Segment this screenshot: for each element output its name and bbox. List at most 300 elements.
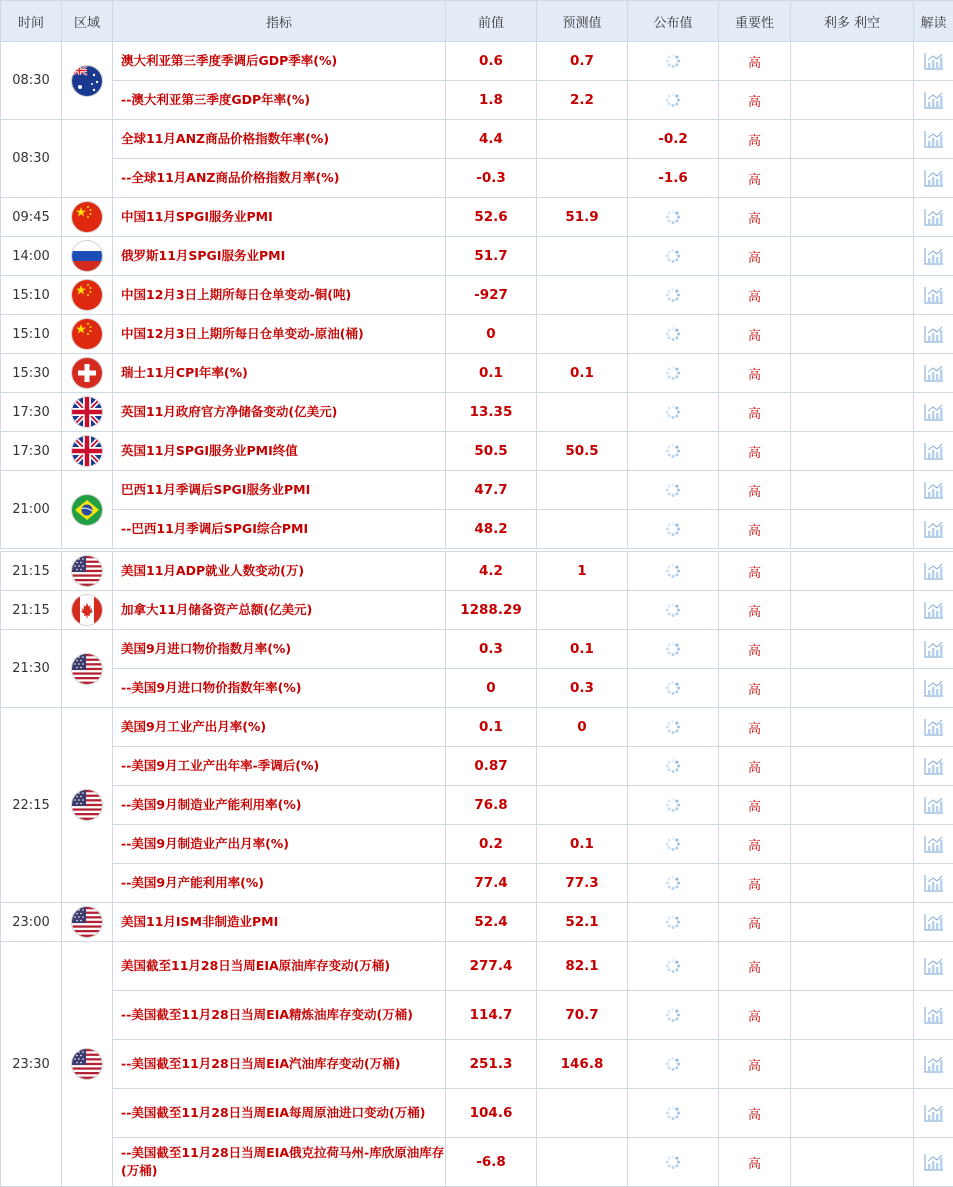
- analysis-cell[interactable]: [914, 991, 953, 1040]
- forecast-value: 50.5: [537, 432, 628, 471]
- loading-spinner-icon: [665, 1105, 681, 1121]
- forecast-value: 70.7: [537, 991, 628, 1040]
- analysis-cell[interactable]: [914, 276, 953, 315]
- loading-spinner-icon: [665, 914, 681, 930]
- actual-value: [628, 354, 719, 393]
- event-row[interactable]: [1, 120, 953, 159]
- actual-value: [628, 786, 719, 825]
- loading-spinner-icon: [665, 482, 681, 498]
- analysis-cell[interactable]: [914, 81, 953, 120]
- header-indicator: 指标: [113, 1, 446, 42]
- loading-spinner-icon: [665, 563, 681, 579]
- event-row[interactable]: [1, 747, 953, 786]
- importance-level: 高: [719, 510, 791, 549]
- indicator-name[interactable]: 美国11月ADP就业人数变动(万): [113, 552, 446, 591]
- loading-spinner-icon: [665, 836, 681, 852]
- importance-level: 高: [719, 903, 791, 942]
- loading-spinner-icon: [665, 209, 681, 225]
- analysis-cell[interactable]: [914, 1089, 953, 1138]
- forecast-value: 2.2: [537, 81, 628, 120]
- analysis-cell[interactable]: [914, 159, 953, 198]
- bar-chart-icon[interactable]: [924, 757, 944, 775]
- bar-chart-icon[interactable]: [924, 718, 944, 736]
- indicator-name[interactable]: --澳大利亚第三季度GDP年率(%): [113, 81, 446, 120]
- event-row[interactable]: [1, 669, 953, 708]
- event-row[interactable]: [1, 393, 953, 432]
- analysis-cell[interactable]: [914, 708, 953, 747]
- importance-level: 高: [719, 630, 791, 669]
- analysis-cell[interactable]: [914, 786, 953, 825]
- importance-level: 高: [719, 42, 791, 81]
- importance-level: 高: [719, 120, 791, 159]
- previous-value: 51.7: [446, 237, 537, 276]
- actual-value: [628, 942, 719, 991]
- forecast-value: 51.9: [537, 198, 628, 237]
- analysis-cell[interactable]: [914, 825, 953, 864]
- indicator-name[interactable]: --巴西11月季调后SPGI综合PMI: [113, 510, 446, 549]
- forecast-value: 82.1: [537, 942, 628, 991]
- analysis-cell[interactable]: [914, 42, 953, 81]
- header-actual: 公布值: [628, 1, 719, 42]
- bullbear-cell: [791, 552, 914, 591]
- indicator-name[interactable]: 英国11月SPGI服务业PMI终值: [113, 432, 446, 471]
- previous-value: 1.8: [446, 81, 537, 120]
- loading-spinner-icon: [665, 797, 681, 813]
- china-flag-icon: [72, 202, 102, 232]
- previous-value: 77.4: [446, 864, 537, 903]
- china-flag-icon: [72, 319, 102, 349]
- bar-chart-icon[interactable]: [924, 640, 944, 658]
- previous-value: 50.5: [446, 432, 537, 471]
- loading-spinner-icon: [665, 248, 681, 264]
- analysis-cell[interactable]: [914, 630, 953, 669]
- usa-flag-icon: [72, 1049, 102, 1079]
- actual-value: [628, 903, 719, 942]
- china-flag-icon: [72, 280, 102, 310]
- actual-value: [628, 669, 719, 708]
- event-row[interactable]: [1, 276, 953, 315]
- event-time: 23:00: [1, 903, 62, 942]
- event-row[interactable]: [1, 1040, 953, 1089]
- previous-value: 0: [446, 669, 537, 708]
- previous-value: 114.7: [446, 991, 537, 1040]
- bullbear-cell: [791, 864, 914, 903]
- previous-value: 4.4: [446, 120, 537, 159]
- region-cell: [62, 942, 113, 1187]
- indicator-name[interactable]: 美国11月ISM非制造业PMI: [113, 903, 446, 942]
- importance-level: 高: [719, 708, 791, 747]
- bar-chart-icon[interactable]: [924, 520, 944, 538]
- importance-level: 高: [719, 591, 791, 630]
- indicator-name[interactable]: --美国截至11月28日当周EIA俄克拉荷马州-库欣原油库存(万桶): [113, 1138, 446, 1187]
- actual-value: [628, 991, 719, 1040]
- indicator-name[interactable]: 美国9月进口物价指数月率(%): [113, 630, 446, 669]
- importance-level: 高: [719, 1040, 791, 1089]
- loading-spinner-icon: [665, 404, 681, 420]
- forecast-value: [537, 120, 628, 159]
- actual-value: -0.2: [628, 120, 719, 159]
- indicator-name[interactable]: 澳大利亚第三季度季调后GDP季率(%): [113, 42, 446, 81]
- bullbear-cell: [791, 825, 914, 864]
- forecast-value: [537, 786, 628, 825]
- australia-flag-icon: [72, 66, 102, 96]
- indicator-name[interactable]: --美国9月制造业产能利用率(%): [113, 786, 446, 825]
- analysis-cell[interactable]: [914, 315, 953, 354]
- event-row[interactable]: [1, 510, 953, 549]
- forecast-value: 0.1: [537, 354, 628, 393]
- importance-level: 高: [719, 747, 791, 786]
- bullbear-cell: [791, 1138, 914, 1187]
- loading-spinner-icon: [665, 53, 681, 69]
- bar-chart-icon[interactable]: [924, 1006, 944, 1024]
- event-row[interactable]: [1, 42, 953, 81]
- importance-level: 高: [719, 159, 791, 198]
- importance-level: 高: [719, 991, 791, 1040]
- canada-flag-icon: [72, 595, 102, 625]
- event-time: 22:15: [1, 708, 62, 903]
- analysis-cell[interactable]: [914, 1040, 953, 1089]
- forecast-value: 146.8: [537, 1040, 628, 1089]
- analysis-cell[interactable]: [914, 864, 953, 903]
- bullbear-cell: [791, 786, 914, 825]
- indicator-name[interactable]: --全球11月ANZ商品价格指数月率(%): [113, 159, 446, 198]
- actual-value: [628, 1089, 719, 1138]
- importance-level: 高: [719, 432, 791, 471]
- analysis-cell[interactable]: [914, 471, 953, 510]
- indicator-name[interactable]: --美国9月制造业产出月率(%): [113, 825, 446, 864]
- analysis-cell[interactable]: [914, 393, 953, 432]
- bullbear-cell: [791, 42, 914, 81]
- header-region: 区域: [62, 1, 113, 42]
- event-row[interactable]: [1, 198, 953, 237]
- previous-value: 0.3: [446, 630, 537, 669]
- loading-spinner-icon: [665, 758, 681, 774]
- region-cell: [62, 42, 113, 120]
- previous-value: 0.6: [446, 42, 537, 81]
- loading-spinner-icon: [665, 92, 681, 108]
- bullbear-cell: [791, 903, 914, 942]
- forecast-value: 77.3: [537, 864, 628, 903]
- header-previous: 前值: [446, 1, 537, 42]
- event-row[interactable]: [1, 786, 953, 825]
- forecast-value: [537, 237, 628, 276]
- previous-value: 0: [446, 315, 537, 354]
- calendar-body: [1, 42, 953, 1187]
- indicator-name[interactable]: 中国11月SPGI服务业PMI: [113, 198, 446, 237]
- indicator-name[interactable]: 美国9月工业产出月率(%): [113, 708, 446, 747]
- bar-chart-icon[interactable]: [924, 325, 944, 343]
- header-row: [1, 1, 953, 42]
- bar-chart-icon[interactable]: [924, 91, 944, 109]
- usa-flag-icon: [72, 556, 102, 586]
- previous-value: 48.2: [446, 510, 537, 549]
- analysis-cell[interactable]: [914, 1138, 953, 1187]
- importance-level: 高: [719, 237, 791, 276]
- actual-value: [628, 432, 719, 471]
- indicator-name[interactable]: --美国9月工业产出年率-季调后(%): [113, 747, 446, 786]
- event-row[interactable]: [1, 315, 953, 354]
- bar-chart-icon[interactable]: [924, 874, 944, 892]
- indicator-name[interactable]: --美国9月产能利用率(%): [113, 864, 446, 903]
- indicator-name[interactable]: 中国12月3日上期所每日仓单变动-原油(桶): [113, 315, 446, 354]
- importance-level: 高: [719, 276, 791, 315]
- actual-value: [628, 198, 719, 237]
- actual-value: [628, 276, 719, 315]
- loading-spinner-icon: [665, 287, 681, 303]
- forecast-value: [537, 1089, 628, 1138]
- indicator-name[interactable]: 瑞士11月CPI年率(%): [113, 354, 446, 393]
- indicator-name[interactable]: 美国截至11月28日当周EIA原油库存变动(万桶): [113, 942, 446, 991]
- event-row[interactable]: [1, 432, 953, 471]
- importance-level: 高: [719, 669, 791, 708]
- event-time: 17:30: [1, 393, 62, 432]
- bar-chart-icon[interactable]: [924, 835, 944, 853]
- header-bullbear: 利多 利空: [791, 1, 914, 42]
- bullbear-cell: [791, 991, 914, 1040]
- bar-chart-icon[interactable]: [924, 286, 944, 304]
- indicator-name[interactable]: 中国12月3日上期所每日仓单变动-铜(吨): [113, 276, 446, 315]
- event-time: 08:30: [1, 42, 62, 120]
- event-row[interactable]: [1, 591, 953, 630]
- analysis-cell[interactable]: [914, 237, 953, 276]
- loading-spinner-icon: [665, 680, 681, 696]
- loading-spinner-icon: [665, 443, 681, 459]
- analysis-cell[interactable]: [914, 747, 953, 786]
- forecast-value: [537, 510, 628, 549]
- event-row[interactable]: [1, 1089, 953, 1138]
- bar-chart-icon[interactable]: [924, 1055, 944, 1073]
- region-cell: [62, 432, 113, 471]
- importance-level: 高: [719, 1089, 791, 1138]
- actual-value: [628, 81, 719, 120]
- actual-value: [628, 825, 719, 864]
- indicator-name[interactable]: 加拿大11月储备资产总额(亿美元): [113, 591, 446, 630]
- bullbear-cell: [791, 630, 914, 669]
- forecast-value: [537, 591, 628, 630]
- bullbear-cell: [791, 237, 914, 276]
- usa-flag-icon: [72, 654, 102, 684]
- bullbear-cell: [791, 591, 914, 630]
- event-row[interactable]: [1, 825, 953, 864]
- region-cell: [62, 198, 113, 237]
- bar-chart-icon[interactable]: [924, 601, 944, 619]
- event-time: 21:30: [1, 630, 62, 708]
- bar-chart-icon[interactable]: [924, 247, 944, 265]
- header-analysis: 解读: [914, 1, 953, 42]
- analysis-cell[interactable]: [914, 120, 953, 159]
- event-row[interactable]: [1, 354, 953, 393]
- importance-level: 高: [719, 864, 791, 903]
- bar-chart-icon[interactable]: [924, 442, 944, 460]
- uk-flag-icon: [72, 397, 102, 427]
- forecast-value: 0.3: [537, 669, 628, 708]
- region-cell: [62, 276, 113, 315]
- analysis-cell[interactable]: [914, 354, 953, 393]
- bar-chart-icon[interactable]: [924, 169, 944, 187]
- event-time: 17:30: [1, 432, 62, 471]
- event-row[interactable]: [1, 903, 953, 942]
- importance-level: 高: [719, 393, 791, 432]
- actual-value: -1.6: [628, 159, 719, 198]
- loading-spinner-icon: [665, 641, 681, 657]
- bar-chart-icon[interactable]: [924, 481, 944, 499]
- indicator-name[interactable]: 巴西11月季调后SPGI服务业PMI: [113, 471, 446, 510]
- previous-value: 0.1: [446, 354, 537, 393]
- importance-level: 高: [719, 198, 791, 237]
- loading-spinner-icon: [665, 958, 681, 974]
- previous-value: 1288.29: [446, 591, 537, 630]
- actual-value: [628, 237, 719, 276]
- indicator-name[interactable]: 英国11月政府官方净储备变动(亿美元): [113, 393, 446, 432]
- event-row[interactable]: [1, 81, 953, 120]
- event-row[interactable]: [1, 237, 953, 276]
- indicator-name[interactable]: --美国9月进口物价指数年率(%): [113, 669, 446, 708]
- bullbear-cell: [791, 81, 914, 120]
- importance-level: 高: [719, 942, 791, 991]
- event-row[interactable]: [1, 708, 953, 747]
- forecast-value: 0.1: [537, 630, 628, 669]
- bullbear-cell: [791, 432, 914, 471]
- bar-chart-icon[interactable]: [924, 208, 944, 226]
- bar-chart-icon[interactable]: [924, 403, 944, 421]
- analysis-cell[interactable]: [914, 552, 953, 591]
- analysis-cell[interactable]: [914, 432, 953, 471]
- actual-value: [628, 747, 719, 786]
- analysis-cell[interactable]: [914, 942, 953, 991]
- event-time: 15:10: [1, 276, 62, 315]
- event-row[interactable]: [1, 1138, 953, 1187]
- forecast-value: [537, 393, 628, 432]
- previous-value: 76.8: [446, 786, 537, 825]
- indicator-name[interactable]: 俄罗斯11月SPGI服务业PMI: [113, 237, 446, 276]
- analysis-cell[interactable]: [914, 591, 953, 630]
- previous-value: 4.2: [446, 552, 537, 591]
- event-row[interactable]: [1, 630, 953, 669]
- bar-chart-icon[interactable]: [924, 562, 944, 580]
- bar-chart-icon[interactable]: [924, 796, 944, 814]
- bullbear-cell: [791, 471, 914, 510]
- bullbear-cell: [791, 708, 914, 747]
- analysis-cell[interactable]: [914, 903, 953, 942]
- region-cell: [62, 354, 113, 393]
- forecast-value: [537, 747, 628, 786]
- bar-chart-icon[interactable]: [924, 679, 944, 697]
- bar-chart-icon[interactable]: [924, 130, 944, 148]
- bar-chart-icon[interactable]: [924, 364, 944, 382]
- forecast-value: [537, 471, 628, 510]
- event-row[interactable]: [1, 991, 953, 1040]
- forecast-value: 1: [537, 552, 628, 591]
- bullbear-cell: [791, 276, 914, 315]
- bar-chart-icon[interactable]: [924, 1104, 944, 1122]
- forecast-value: [537, 315, 628, 354]
- indicator-name[interactable]: --美国截至11月28日当周EIA精炼油库存变动(万桶): [113, 991, 446, 1040]
- actual-value: [628, 591, 719, 630]
- bullbear-cell: [791, 942, 914, 991]
- actual-value: [628, 42, 719, 81]
- brazil-flag-icon: [72, 495, 102, 525]
- bullbear-cell: [791, 198, 914, 237]
- loading-spinner-icon: [665, 602, 681, 618]
- event-time: 21:15: [1, 591, 62, 630]
- bar-chart-icon[interactable]: [924, 913, 944, 931]
- region-cell: [62, 552, 113, 591]
- region-cell: [62, 471, 113, 549]
- previous-value: 0.87: [446, 747, 537, 786]
- event-row[interactable]: [1, 942, 953, 991]
- previous-value: 52.4: [446, 903, 537, 942]
- event-row[interactable]: [1, 159, 953, 198]
- indicator-name[interactable]: --美国截至11月28日当周EIA每周原油进口变动(万桶): [113, 1089, 446, 1138]
- event-row[interactable]: [1, 552, 953, 591]
- bullbear-cell: [791, 510, 914, 549]
- analysis-cell[interactable]: [914, 510, 953, 549]
- previous-value: 251.3: [446, 1040, 537, 1089]
- loading-spinner-icon: [665, 521, 681, 537]
- event-row[interactable]: [1, 864, 953, 903]
- bar-chart-icon[interactable]: [924, 1153, 944, 1171]
- previous-value: 0.1: [446, 708, 537, 747]
- loading-spinner-icon: [665, 1154, 681, 1170]
- event-time: 23:30: [1, 942, 62, 1187]
- forecast-value: 0.7: [537, 42, 628, 81]
- bullbear-cell: [791, 1089, 914, 1138]
- actual-value: [628, 630, 719, 669]
- previous-value: 277.4: [446, 942, 537, 991]
- analysis-cell[interactable]: [914, 198, 953, 237]
- event-time: 21:15: [1, 552, 62, 591]
- analysis-cell[interactable]: [914, 669, 953, 708]
- bullbear-cell: [791, 1040, 914, 1089]
- bar-chart-icon[interactable]: [924, 957, 944, 975]
- indicator-name[interactable]: 全球11月ANZ商品价格指数年率(%): [113, 120, 446, 159]
- region-cell: [62, 237, 113, 276]
- actual-value: [628, 552, 719, 591]
- importance-level: 高: [719, 825, 791, 864]
- header-importance: 重要性: [719, 1, 791, 42]
- region-cell: [62, 120, 113, 198]
- region-cell: [62, 630, 113, 708]
- bullbear-cell: [791, 354, 914, 393]
- actual-value: [628, 1040, 719, 1089]
- region-cell: [62, 591, 113, 630]
- event-time: 08:30: [1, 120, 62, 198]
- previous-value: -0.3: [446, 159, 537, 198]
- importance-level: 高: [719, 786, 791, 825]
- actual-value: [628, 864, 719, 903]
- usa-flag-icon: [72, 907, 102, 937]
- forecast-value: [537, 1138, 628, 1187]
- bullbear-cell: [791, 120, 914, 159]
- russia-flag-icon: [72, 241, 102, 271]
- forecast-value: 52.1: [537, 903, 628, 942]
- region-cell: [62, 708, 113, 903]
- event-row[interactable]: [1, 471, 953, 510]
- loading-spinner-icon: [665, 875, 681, 891]
- indicator-name[interactable]: --美国截至11月28日当周EIA汽油库存变动(万桶): [113, 1040, 446, 1089]
- previous-value: -927: [446, 276, 537, 315]
- bullbear-cell: [791, 159, 914, 198]
- loading-spinner-icon: [665, 365, 681, 381]
- importance-level: 高: [719, 1138, 791, 1187]
- actual-value: [628, 471, 719, 510]
- actual-value: [628, 315, 719, 354]
- bullbear-cell: [791, 315, 914, 354]
- actual-value: [628, 708, 719, 747]
- bullbear-cell: [791, 747, 914, 786]
- loading-spinner-icon: [665, 719, 681, 735]
- bar-chart-icon[interactable]: [924, 52, 944, 70]
